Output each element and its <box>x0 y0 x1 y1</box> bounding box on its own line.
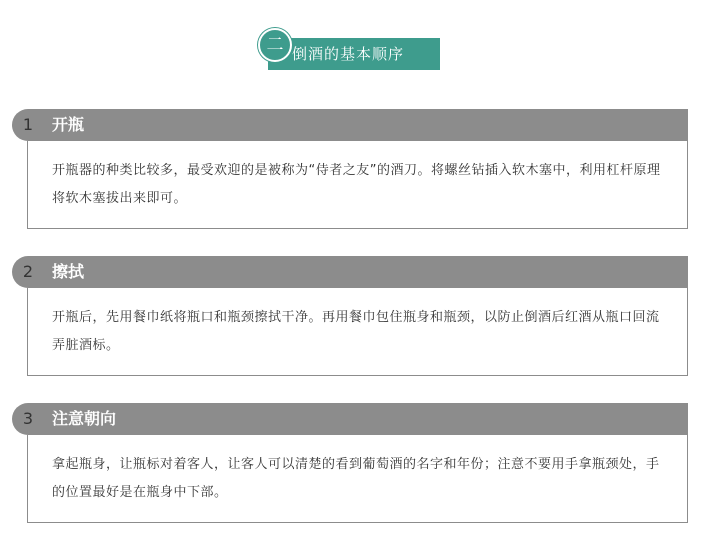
section-heading: 倒酒的基本顺序 <box>268 38 440 70</box>
step-wipe <box>12 256 688 376</box>
step-description: 开瓶器的种类比较多，最受欢迎的是被称为“侍者之友”的酒刀。将螺丝钻插入软木塞中，利用杠杆原理将软木塞拔出来即可。 <box>27 141 688 229</box>
step-number: 1 <box>22 115 34 134</box>
step-title: 注意朝向 <box>52 409 117 428</box>
step-orientation <box>12 403 688 523</box>
section-title <box>258 28 442 72</box>
step-number: 2 <box>22 262 34 281</box>
step-header <box>12 403 688 435</box>
step-number: 3 <box>22 409 34 428</box>
step-description: 拿起瓶身，让瓶标对着客人，让客人可以清楚的看到葡萄酒的名字和年份；注意不要用手拿瓶颈处，手的位置最好是在瓶身中下部。 <box>27 435 688 523</box>
step-title: 开瓶 <box>52 115 85 134</box>
step-header <box>12 109 688 141</box>
step-open-bottle <box>12 109 688 229</box>
step-title: 擦拭 <box>52 262 85 281</box>
step-description: 开瓶后，先用餐巾纸将瓶口和瓶颈擦拭干净。再用餐巾包住瓶身和瓶颈，以防止倒酒后红酒从瓶口回流弄脏酒标。 <box>27 288 688 376</box>
step-header <box>12 256 688 288</box>
section-number-badge: 二 <box>258 28 292 62</box>
